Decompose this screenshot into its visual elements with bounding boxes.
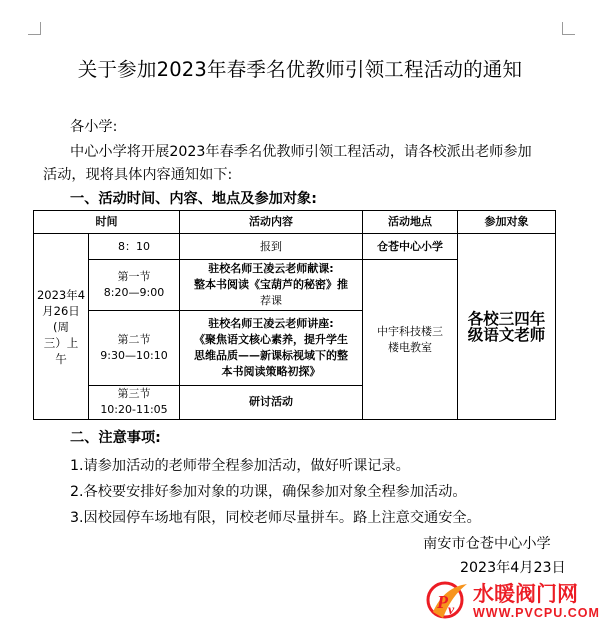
watermark [423,576,599,626]
content-cell: 驻校名师王凌云老师献课: 整本书阅读《宝葫芦的秘密》推 荐课 [180,260,363,310]
signature-organization: 南安市仓苍中心小学 [423,536,551,552]
header-time: 时间 [34,211,180,234]
date-cell: 2023年4 月26日 (周 三）上 午 [34,234,89,420]
table-header-row [34,211,556,234]
svg-text:P: P [437,592,448,612]
header-location: 活动地点 [363,211,458,234]
salutation: 各小学: [70,119,118,135]
crop-mark-top-right [562,22,575,35]
time-cell: 第一节 8:20—9:00 [89,260,180,310]
pv-valve-logo-icon [423,576,471,624]
svg-text:v: v [448,603,455,618]
location-cell: 中宇科技楼三 楼电教室 [363,260,458,420]
location-cell: 仓苍中心小学 [363,234,458,260]
intro-line-2: 活动，现将具体内容通知如下: [43,167,233,183]
note-item-3: 3.因校园停车场地有限，同校老师尽量拼车。路上注意交通安全。 [70,510,481,526]
signature-date: 2023年4月23日 [460,560,566,576]
time-cell: 第三节 10:20-11:05 [89,385,180,419]
table-row [34,234,556,260]
watermark-url: WWW.PVCPU.COM [473,606,600,620]
schedule-table [33,210,556,420]
header-content: 活动内容 [180,211,363,234]
header-participants: 参加对象 [458,211,556,234]
time-cell: 8：10 [89,234,180,260]
intro-line-1: 中心小学将开展2023年春季名优教师引领工程活动，请各校派出老师参加 [70,144,532,160]
watermark-name: 水暖阀门网 [473,582,578,606]
content-cell: 研讨活动 [180,385,363,419]
note-item-1: 1.请参加活动的老师带全程参加活动，做好听课记录。 [70,458,410,474]
content-cell: 报到 [180,234,363,260]
time-cell: 第二节 9:30—10:10 [89,310,180,385]
participants-cell: 各校三四年 级语文老师 [458,234,556,420]
section-heading-1: 一、活动时间、内容、地点及参加对象: [70,191,317,207]
content-cell: 驻校名师王凌云老师讲座: 《聚焦语文核心素养，提升学生 思维品质——新课标视域下的整 本书阅读策略初探》 [180,310,363,385]
crop-mark-top-left [28,22,41,35]
section-heading-2: 二、注意事项: [70,430,161,446]
document-title: 关于参加2023年春季名优教师引领工程活动的通知 [77,58,523,81]
note-item-2: 2.各校要安排好参加对象的功课，确保参加对象全程参加活动。 [70,484,467,500]
